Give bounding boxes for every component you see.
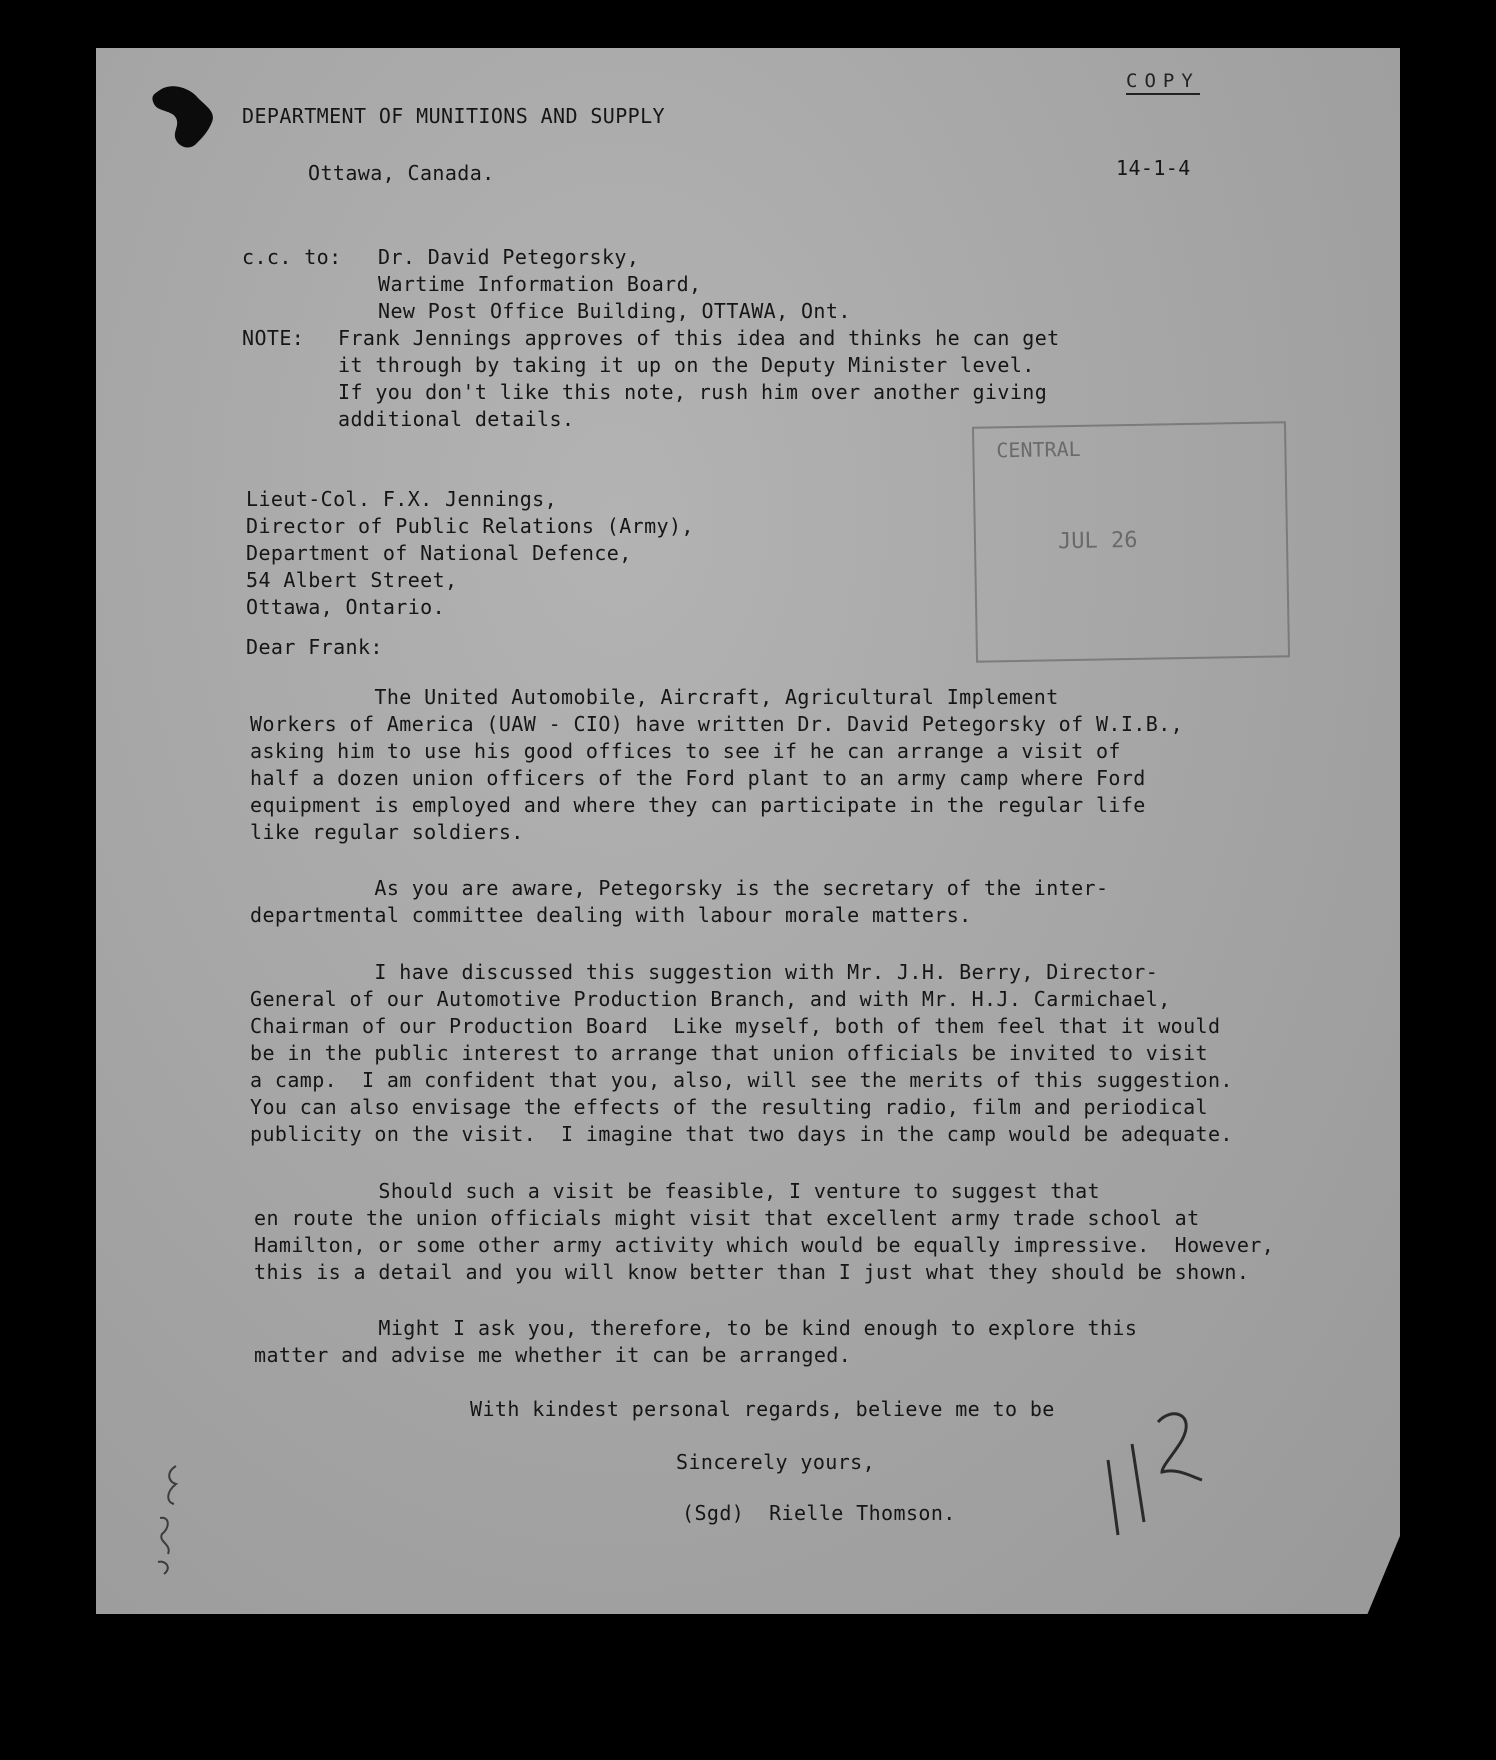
- stamp-top-text: CENTRAL: [996, 436, 1081, 463]
- address-line: Department of National Defence,: [246, 541, 632, 565]
- body-line: half a dozen union officers of the Ford plant to an army camp where Ford: [250, 766, 1146, 790]
- stamp-date: JUL 26: [1057, 527, 1138, 555]
- body-line: departmental committee dealing with labour morale matters.: [250, 903, 972, 927]
- address-line: Director of Public Relations (Army),: [246, 514, 694, 538]
- ink-blot-mark: [150, 82, 218, 152]
- body-line: a camp. I am confident that you, also, will see the merits of this suggestion.: [250, 1068, 1233, 1092]
- note-line: it through by taking it up on the Deputy Minister level.: [338, 353, 1035, 377]
- body-line: matter and advise me whether it can be arranged.: [254, 1343, 852, 1367]
- body-line: publicity on the visit. I imagine that two days in the camp would be adequate.: [250, 1122, 1233, 1146]
- cc-label: c.c. to:: [242, 245, 342, 269]
- cc-line: New Post Office Building, OTTAWA, Ont.: [378, 299, 851, 323]
- body-line: like regular soldiers.: [250, 820, 524, 844]
- received-stamp: [972, 421, 1290, 662]
- salutation: Dear Frank:: [246, 635, 383, 659]
- body-line: asking him to use his good offices to see if he can arrange a visit of: [250, 739, 1121, 763]
- body-line: be in the public interest to arrange that union officials be invited to visit: [250, 1041, 1208, 1065]
- address-line: Lieut-Col. F.X. Jennings,: [246, 487, 558, 511]
- body-line: Chairman of our Production Board Like myself, both of them feel that it would: [250, 1014, 1221, 1038]
- handwritten-margin-note: [146, 1458, 192, 1578]
- handwritten-page-number: [1098, 1400, 1208, 1540]
- cc-line: Wartime Information Board,: [378, 272, 702, 296]
- cc-line: Dr. David Petegorsky,: [378, 245, 640, 269]
- note-line: If you don't like this note, rush him over another giving: [338, 380, 1048, 404]
- body-line: Might I ask you, therefore, to be kind enough to explore this: [254, 1316, 1138, 1340]
- body-line: The United Automobile, Aircraft, Agricultural Implement: [250, 685, 1059, 709]
- body-line: equipment is employed and where they can participate in the regular life: [250, 793, 1146, 817]
- note-label: NOTE:: [242, 326, 305, 350]
- copy-mark: COPY: [1126, 70, 1200, 95]
- note-line: additional details.: [338, 407, 575, 431]
- body-line: You can also envisage the effects of the resulting radio, film and periodical: [250, 1095, 1208, 1119]
- closing-sincerely: Sincerely yours,: [676, 1450, 876, 1474]
- body-line: Workers of America (UAW - CIO) have written Dr. David Petegorsky of W.I.B.,: [250, 712, 1184, 736]
- closing-regards: With kindest personal regards, believe me to be: [470, 1397, 1055, 1421]
- address-line: Ottawa, Ontario.: [246, 595, 446, 619]
- address-line: 54 Albert Street,: [246, 568, 458, 592]
- body-line: Hamilton, or some other army activity which would be equally impressive. However,: [254, 1233, 1275, 1257]
- body-line: General of our Automotive Production Branch, and with Mr. H.J. Carmichael,: [250, 987, 1171, 1011]
- body-line: en route the union officials might visit that excellent army trade school at: [254, 1206, 1200, 1230]
- body-line: As you are aware, Petegorsky is the secretary of the inter-: [250, 876, 1109, 900]
- note-line: Frank Jennings approves of this idea and thinks he can get: [338, 326, 1060, 350]
- file-number: 14-1-4: [1116, 156, 1191, 180]
- location-line: Ottawa, Canada.: [308, 161, 495, 185]
- body-line: Should such a visit be feasible, I venture to suggest that: [254, 1179, 1100, 1203]
- signature-line: (Sgd) Rielle Thomson.: [682, 1501, 956, 1525]
- department-heading: DEPARTMENT OF MUNITIONS AND SUPPLY: [242, 104, 665, 128]
- body-line: I have discussed this suggestion with Mr. J.H. Berry, Director-: [250, 960, 1159, 984]
- body-line: this is a detail and you will know better than I just what they should be shown.: [254, 1260, 1250, 1284]
